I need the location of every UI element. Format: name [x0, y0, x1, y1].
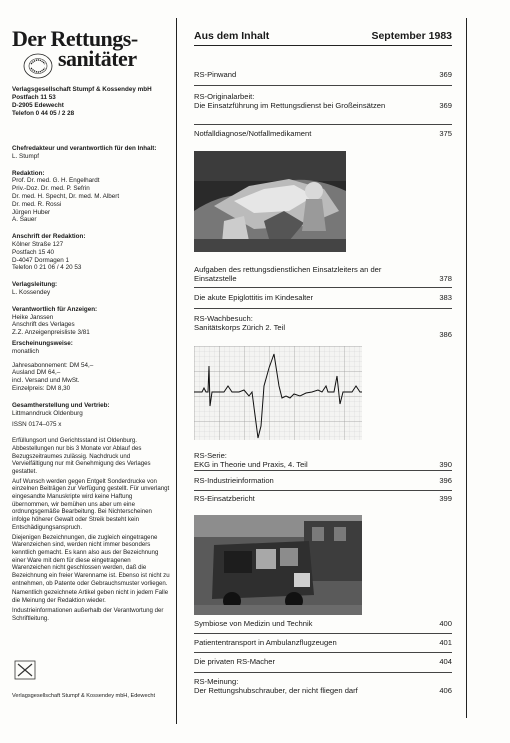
- issue-date: September 1983: [371, 30, 452, 42]
- section-line: Dr. med. H. Specht, Dr. med. M. Albert: [12, 192, 120, 200]
- toc-page: 401: [439, 638, 452, 647]
- logo-line-2: sanitäter: [58, 46, 137, 71]
- toc-item: [194, 314, 452, 332]
- section-line: Jahresabonnement: DM 54,–: [12, 361, 94, 369]
- imprint-section-frequency: [12, 340, 170, 356]
- toc-item: [194, 619, 452, 628]
- toc-item: [194, 293, 452, 302]
- imprint-column: [12, 26, 170, 624]
- magazine-logo: [12, 26, 170, 78]
- toc-page: 386: [439, 330, 452, 339]
- logo-line-1: Der Rettungs-: [12, 26, 138, 51]
- section-line: Telefon 0 21 06 / 4 20 53: [12, 264, 82, 272]
- toc-title: Sanitätskorps Zürich 2. Teil: [194, 323, 286, 333]
- section-line: Einzelpreis: DM 8,30: [12, 384, 71, 392]
- imprint-section-editor: [12, 145, 170, 161]
- issn-line: ISSN 0174–075 x: [12, 421, 62, 429]
- section-line: Jürgen Huber: [12, 208, 51, 216]
- toc-page: 378: [439, 274, 452, 284]
- section-line: incl. Versand und MwSt.: [12, 377, 80, 385]
- publisher-line: D-2905 Edewecht: [12, 102, 64, 109]
- section-heading: Gesamtherstellung und Vertrieb:: [12, 401, 110, 409]
- toc-item: [194, 494, 452, 503]
- toc-title: Aufgaben des rettungsdienstlichen Einsatzleiters an der Einsatzstelle: [194, 265, 382, 284]
- imprint-section-ads: [12, 306, 170, 337]
- toc-page: 400: [439, 619, 452, 628]
- toc-separator: [194, 124, 452, 125]
- section-line: Kölner Straße 127: [12, 240, 64, 248]
- toc-title: RS-Einsatzbericht: [194, 494, 255, 503]
- imprint-section-printing: [12, 402, 170, 418]
- contents-header: [194, 30, 452, 42]
- toc-item: [194, 129, 452, 138]
- section-line: Priv.-Doz. Dr. med. P. Sefrin: [12, 185, 90, 193]
- toc-separator: [194, 287, 452, 288]
- section-line: Dr. med. R. Rossi: [12, 200, 62, 208]
- imprint-section-redaktion: [12, 170, 170, 225]
- publisher-block: [12, 86, 170, 118]
- section-line: Heike Janssen: [12, 313, 54, 321]
- toc-separator: [194, 85, 452, 86]
- section-line: Prof. Dr. med. G. H. Engelhardt: [12, 177, 100, 185]
- toc-kicker: RS-Wachbesuch:: [194, 314, 253, 323]
- toc-item: [194, 657, 452, 666]
- section-line: Postfach 15 40: [12, 248, 55, 256]
- toc-separator: [194, 308, 452, 309]
- section-heading: Verlagsleitung:: [12, 281, 58, 289]
- toc-item: [194, 70, 452, 79]
- section-line: monatlich: [12, 347, 39, 355]
- legal-paragraph: Industrieinformationen außerhalb der Verantwortung der Schriftleitung.: [12, 606, 164, 622]
- toc-separator: [194, 652, 452, 653]
- column-divider: [176, 18, 177, 724]
- publisher-line: Verlagsgesellschaft Stumpf & Kossendey mbH: [12, 86, 152, 93]
- section-line: Anschrift des Verlages: [12, 321, 75, 329]
- header-rule: [194, 45, 452, 46]
- imprint-section-pricing: [12, 362, 170, 393]
- toc-separator: [194, 672, 452, 673]
- toc-item: [194, 265, 452, 283]
- section-heading: Verantwortlich für Anzeigen:: [12, 305, 98, 313]
- legal-paragraph: Namentlich gezeichnete Artikel geben nicht in jedem Falle die Meinung der Redaktion wieder.: [12, 589, 169, 605]
- toc-item: [194, 92, 452, 110]
- toc-page: 390: [439, 460, 452, 470]
- legal-paragraph: Diejenigen Bezeichnungen, die zugleich eingetragene Warenzeichen sind, werden nicht immer besonders kenntlich gemacht. Es kann also aus der Bezeichnung einer Ware mit dem für diese eingetragenen Warenzeichen nicht geschlossen werden, daß die Bezeichnung ein freier Warenname ist. Ebenso ist nicht zu entnehmen, ob Patente oder Gebrauchsmuster vorliegen.: [12, 533, 170, 587]
- ecg-strip-image: [194, 346, 362, 440]
- toc-page: 375: [439, 129, 452, 138]
- toc-separator: [194, 490, 452, 491]
- toc-item: [194, 451, 452, 469]
- legal-paragraph: Auf Wunsch werden gegen Entgelt Sonderdrucke von einzelnen Beiträgen zur Verfügung gestellt. Für unverlangt eingesandte Manuskripte wird keine Haftung übernommen, wir bemühen uns aber um eine ordnungsgemäße Bearbeitung. Bei Nichterscheinen infolge höherer Gewalt oder Streik besteht kein Entschädigungsanspruch.: [12, 477, 170, 531]
- toc-page: 369: [439, 70, 452, 79]
- section-line: Z.Z. Anzeigenpreisliste 3/81: [12, 329, 90, 337]
- seal-icon: [22, 52, 54, 80]
- toc-title: Symbiose von Medizin und Technik: [194, 619, 313, 628]
- toc-item: [194, 476, 452, 485]
- legal-paragraph: Erfüllungsort und Gerichtsstand ist Oldenburg. Abbestellungen nur bis 3 Monate vor Ablauf des Bezugszeitraumes zulässig. Nachdruck und Vervielfältigung nur mit Genehmigung des Verlages gestattet.: [12, 437, 151, 475]
- toc-page: 396: [439, 476, 452, 485]
- imprint-section-management: [12, 281, 170, 297]
- toc-item: [194, 677, 452, 695]
- toc-kicker: RS-Serie:: [194, 451, 227, 460]
- toc-title: Die akute Epiglottitis im Kindesalter: [194, 293, 314, 302]
- toc-title: EKG in Theorie und Praxis, 4. Teil: [194, 460, 308, 470]
- toc-kicker: RS-Meinung:: [194, 677, 239, 686]
- publisher-footer: Verlagsgesellschaft Stumpf & Kossendey mbH, Edewecht: [12, 693, 156, 699]
- section-line: L. Kossendey: [12, 288, 51, 296]
- toc-separator: [194, 633, 452, 634]
- contents-heading: Aus dem Inhalt: [194, 30, 270, 42]
- section-heading: Redaktion:: [12, 169, 45, 177]
- toc-title: Die Einsatzführung im Rettungsdienst bei Großeinsätzen: [194, 101, 386, 111]
- section-line: Ausland DM 64,–: [12, 369, 61, 377]
- toc-title: Notfalldiagnose/Notfallmedikament: [194, 129, 312, 138]
- legal-notice: [12, 437, 170, 622]
- publisher-line: Telefon 0 44 05 / 2 28: [12, 110, 75, 117]
- toc-page: 399: [439, 494, 452, 503]
- toc-page: 369: [439, 101, 452, 111]
- toc-kicker: RS-Originalarbeit:: [194, 92, 255, 101]
- right-border-rule: [466, 18, 467, 718]
- toc-separator: [194, 470, 452, 471]
- toc-title: RS-Industrieinformation: [194, 476, 274, 485]
- toc-page: 383: [439, 293, 452, 302]
- section-heading: Erscheinungsweise:: [12, 339, 73, 347]
- toc-item: [194, 638, 452, 647]
- toc-title: Der Rettungshubschrauber, der nicht fliegen darf: [194, 686, 358, 696]
- imprint-section-address: [12, 233, 170, 272]
- toc-page: 406: [439, 686, 452, 696]
- imprint-section-issn: [12, 421, 170, 429]
- section-line: A. Sauer: [12, 216, 37, 224]
- toc-title: Die privaten RS-Macher: [194, 657, 276, 666]
- section-line: L. Stumpf: [12, 152, 39, 160]
- toc-title: RS-Pinwand: [194, 70, 237, 79]
- section-heading: Anschrift der Redaktion:: [12, 233, 86, 241]
- publisher-line: Postfach 11 53: [12, 94, 56, 101]
- accident-scene-photo: [194, 151, 346, 252]
- toc-page: 404: [439, 657, 452, 666]
- section-line: D-4047 Dormagen 1: [12, 256, 70, 264]
- section-heading: Chefredakteur und verantwortlich für den Inhalt:: [12, 145, 157, 152]
- publisher-logo-icon: [14, 660, 36, 680]
- ambulance-photo: [194, 515, 362, 615]
- toc-title: Patiententransport in Ambulanzflugzeugen: [194, 638, 337, 647]
- section-line: Littmanndruck Oldenburg: [12, 409, 83, 417]
